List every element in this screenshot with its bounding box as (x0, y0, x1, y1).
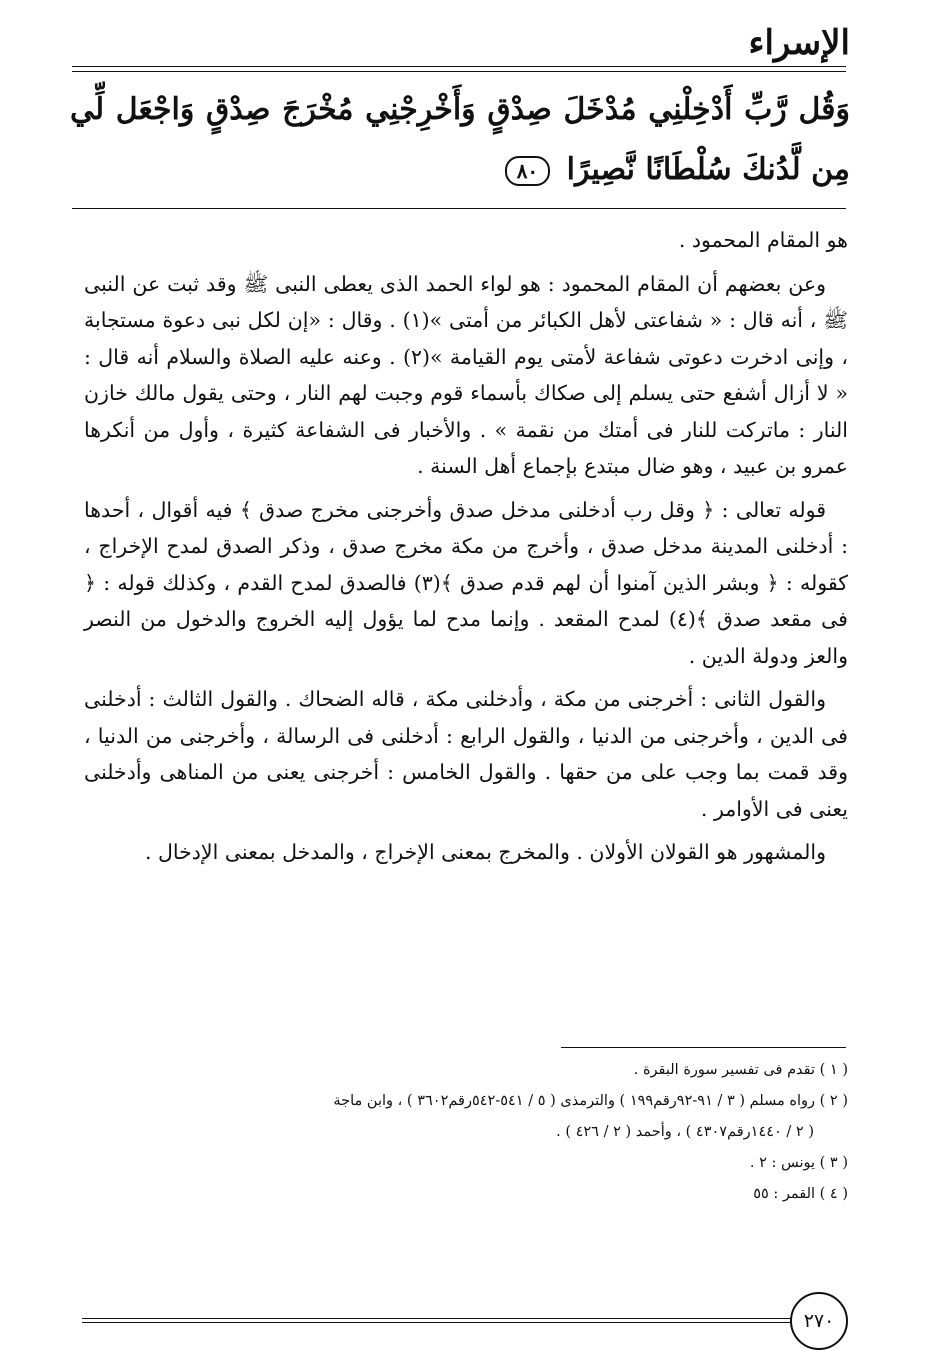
commentary-body (84, 222, 848, 878)
header-divider (72, 66, 846, 67)
verse-text: وَقُل رَّبِّ أَدْخِلْنِي مُدْخَلَ صِدْقٍ وَأَخْرِجْنِي مُخْرَجَ صِدْقٍ وَاجْعَل لِّي مِن لَّدُنكَ سُلْطَانًا نَّصِيرًا (70, 92, 850, 187)
footnote-item: ( ٢ ) رواه مسلم ( ٣ / ٩١-٩٢رقم١٩٩ ) والترمذى ( ٥ / ٥٤١-٥٤٢رقم٣٦٠٢ ) ، وابن ماجة (333, 1093, 848, 1109)
verse-divider (72, 208, 846, 209)
footnote-item-continued: ( ٢ / ١٤٤٠رقم٤٣٠٧ ) ، وأحمد ( ٢ / ٤٢٦ ) . (556, 1124, 814, 1140)
footnote-item: ( ٣ ) يونس : ٢ . (749, 1155, 848, 1171)
paragraph: هو المقام المحمود . (678, 228, 848, 252)
footnotes (84, 1055, 848, 1210)
verse-number-badge: ٨٠ (505, 156, 550, 186)
paragraph: قوله تعالى : ﴿ وقل رب أدخلنى مدخل صدق وأخرجنى مخرج صدق ﴾ فيه أقوال ، أحدها : أدخلنى المدينة مدخل صدق ، وأخرج من مكة مخرج صدق ، وذكر الصدق لمدح الإخراج ، كقوله : ﴿ وبشر الذين آمنوا أن لهم قدم صدق ﴾(٣) فالصدق لمدح القدم ، وكذلك قوله : ﴿ فى مقعد صدق ﴾(٤) لمدح المقعد . وإنما مدح لما يؤول إليه الخروج والدخول من النصر والعز ودولة الدين . (84, 497, 848, 668)
header-divider-thin (72, 71, 846, 72)
footnote-divider (561, 1047, 846, 1048)
surah-header-title: الإسراء (748, 23, 850, 63)
page-number-badge: ٢٧٠ (790, 1292, 848, 1350)
paragraph: والقول الثانى : أخرجنى من مكة ، وأدخلنى مكة ، قاله الضحاك . والقول الثالث : أدخلنى فى الدين ، وأخرجنى من الدنيا ، والقول الرابع : أدخلنى فى الرسالة ، وأخرجنى من الدنيا ، وقد قمت بما وجب على من حقها . والقول الخامس : أخرجنى يعنى من المناهى وأدخلنى يعنى فى الأوامر . (84, 687, 848, 821)
paragraph: والمشهور هو القولان الأولان . والمخرج بمعنى الإخراج ، والمدخل بمعنى الإدخال . (144, 840, 826, 864)
footnote-item: ( ١ ) تقدم فى تفسير سورة البقرة . (633, 1062, 848, 1078)
footer-divider (82, 1318, 792, 1326)
paragraph: وعن بعضهم أن المقام المحمود : هو لواء الحمد الذى يعطى النبى ﷺ وقد ثبت عن النبى ﷺ ، أنه قال : « شفاعتى لأهل الكبائر من أمتى »(١) . وقال : «إن لكل نبى دعوة مستجابة ، وإنى ادخرت دعوتى شفاعة لأمتى يوم القيامة »(٢) . وعنه عليه الصلاة والسلام أنه قال : « لا أزال أشفع حتى يسلم إلى صكاك بأسماء قوم وجبت لهم النار ، وحتى يقول مالك خازن النار : ماتركت للنار فى أمتك من نقمة » . والأخبار فى الشفاعة كثيرة ، وأول من أنكرها عمرو بن عبيد ، وهو ضال مبتدع بإجماع أهل السنة . (84, 271, 849, 478)
footnote-item: ( ٤ ) القمر : ٥٥ (753, 1186, 848, 1202)
quran-verse (70, 80, 850, 200)
